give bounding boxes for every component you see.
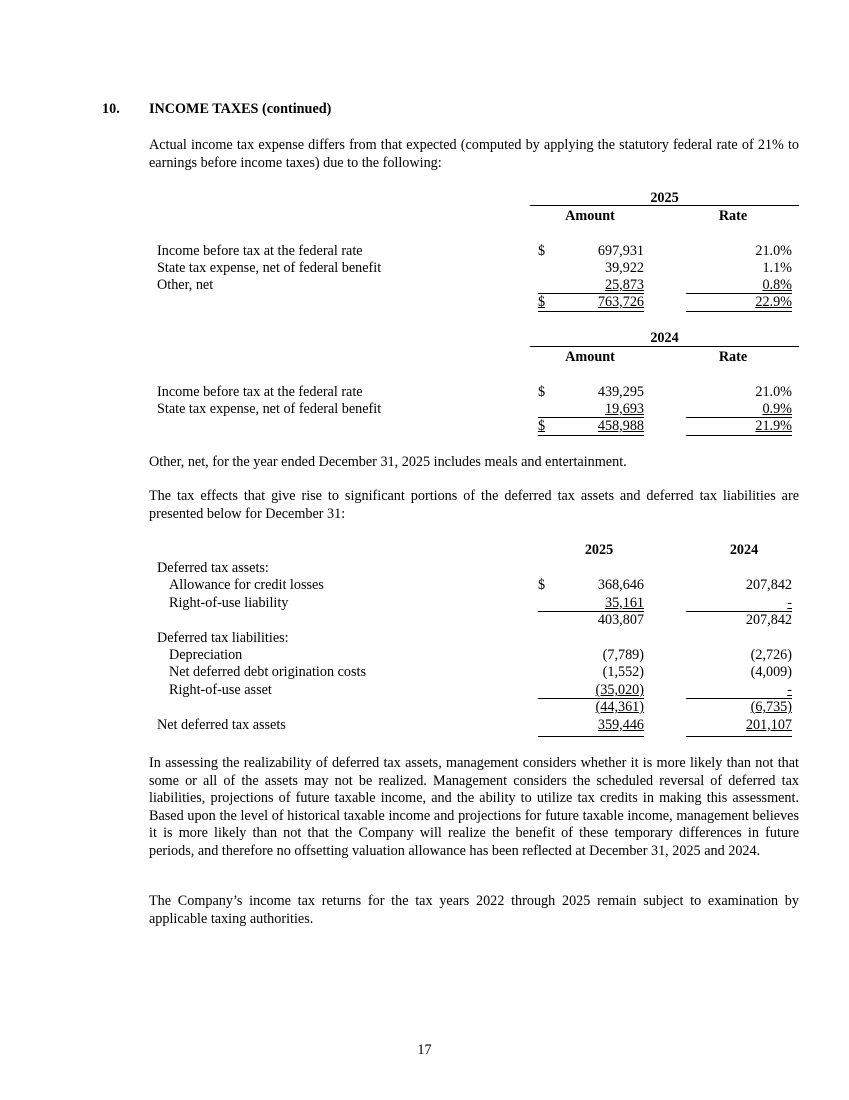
double-rule xyxy=(686,736,792,737)
liabilities-heading: Deferred tax liabilities: xyxy=(157,630,289,646)
net-value-2025: 359,446 xyxy=(597,717,644,733)
liabilities-total-2024: (6,735) xyxy=(750,699,792,715)
value-2025: 368,646 xyxy=(597,577,644,593)
amount-value: 39,922 xyxy=(604,260,644,276)
rate-value: 0.8% xyxy=(762,277,792,293)
row-label: Other, net xyxy=(157,277,214,293)
intro-paragraph: Actual income tax expense differs from that expected (computed by applying the statutory federal rate of 21% to earnings before income taxes) due to the following: xyxy=(149,137,799,171)
row-label: Depreciation xyxy=(169,647,243,663)
header-rule xyxy=(530,346,799,347)
assets-total-2024: 207,842 xyxy=(745,612,792,628)
value-2024: (2,726) xyxy=(750,647,792,663)
section-title: INCOME TAXES (continued) xyxy=(149,101,332,117)
total-rate: 21.9% xyxy=(755,418,792,434)
row-label: Allowance for credit losses xyxy=(169,577,324,593)
total-rate: 22.9% xyxy=(755,294,792,310)
row-label: Net deferred debt origination costs xyxy=(169,664,366,680)
total-amount: 763,726 xyxy=(597,294,644,310)
rate-value: 21.0% xyxy=(755,384,792,400)
amount-value: 439,295 xyxy=(597,384,644,400)
row-label: State tax expense, net of federal benefit xyxy=(157,401,382,417)
tax-returns-paragraph: The Company’s income tax returns for the tax years 2022 through 2025 remain subject to examination by applicable taxing authorities. xyxy=(149,893,799,927)
section-number: 10. xyxy=(102,101,120,117)
net-value-2024: 201,107 xyxy=(745,717,792,733)
value-2025: (35,020) xyxy=(595,682,644,698)
double-rule xyxy=(538,736,644,737)
total-amount: 458,988 xyxy=(597,418,644,434)
other-net-note: Other, net, for the year ended December 31, 2025 includes meals and entertainment. xyxy=(149,454,627,470)
rate-value: 21.0% xyxy=(755,243,792,259)
dollar-sign: $ xyxy=(538,294,546,310)
dollar-sign: $ xyxy=(538,243,546,259)
row-label: Income before tax at the federal rate xyxy=(157,243,363,259)
double-rule xyxy=(538,435,644,436)
amount-col-header: Amount xyxy=(565,208,615,224)
net-label: Net deferred tax assets xyxy=(157,717,286,733)
value-2025: (1,552) xyxy=(602,664,644,680)
liabilities-total-2025: (44,361) xyxy=(595,699,644,715)
col-header-2025: 2025 xyxy=(584,542,614,558)
rate-col-header: Rate xyxy=(718,208,748,224)
value-2024: - xyxy=(787,595,792,611)
deferred-intro-paragraph: The tax effects that give rise to significant portions of the deferred tax assets and deferred tax liabilities are presented below for December 31: xyxy=(149,488,799,522)
realizability-paragraph: In assessing the realizability of deferred tax assets, management considers whether it is more likely than not that some or all of the assets may not be realized. Management considers the scheduled reversal of deferred tax liabilities, projections of future taxable income, and the ability to utilize tax credits in making this assessment. Based upon the level of historical taxable income and projections for future taxable income, management believes it is more likely than not that the Company will realize the benefit of these temporary differences in future periods, and therefore no offsetting valuation allowance has been reflected at December 31, 2025 and 2024. xyxy=(149,755,799,859)
double-rule xyxy=(686,311,792,312)
rate-value: 0.9% xyxy=(762,401,792,417)
rate-value: 1.1% xyxy=(762,260,792,276)
double-rule xyxy=(686,435,792,436)
dollar-sign: $ xyxy=(538,384,546,400)
assets-total-2025: 403,807 xyxy=(597,612,644,628)
row-label: Right-of-use asset xyxy=(169,682,272,698)
year-header-2025: 2025 xyxy=(650,190,679,206)
double-rule xyxy=(538,311,644,312)
page-number: 17 xyxy=(417,1042,432,1058)
dollar-sign: $ xyxy=(538,577,546,593)
amount-value: 19,693 xyxy=(604,401,644,417)
assets-heading: Deferred tax assets: xyxy=(157,560,269,576)
value-2025: 35,161 xyxy=(604,595,644,611)
row-label: State tax expense, net of federal benefit xyxy=(157,260,382,276)
row-label: Income before tax at the federal rate xyxy=(157,384,363,400)
value-2024: (4,009) xyxy=(750,664,792,680)
value-2025: (7,789) xyxy=(602,647,644,663)
rate-col-header: Rate xyxy=(718,349,748,365)
value-2024: 207,842 xyxy=(745,577,792,593)
row-label: Right-of-use liability xyxy=(169,595,289,611)
dollar-sign: $ xyxy=(538,418,546,434)
year-header-2024: 2024 xyxy=(650,330,679,346)
amount-value: 25,873 xyxy=(604,277,644,293)
header-rule xyxy=(530,205,799,206)
value-2024: - xyxy=(787,682,792,698)
amount-col-header: Amount xyxy=(565,349,615,365)
amount-value: 697,931 xyxy=(597,243,644,259)
col-header-2024: 2024 xyxy=(729,542,759,558)
